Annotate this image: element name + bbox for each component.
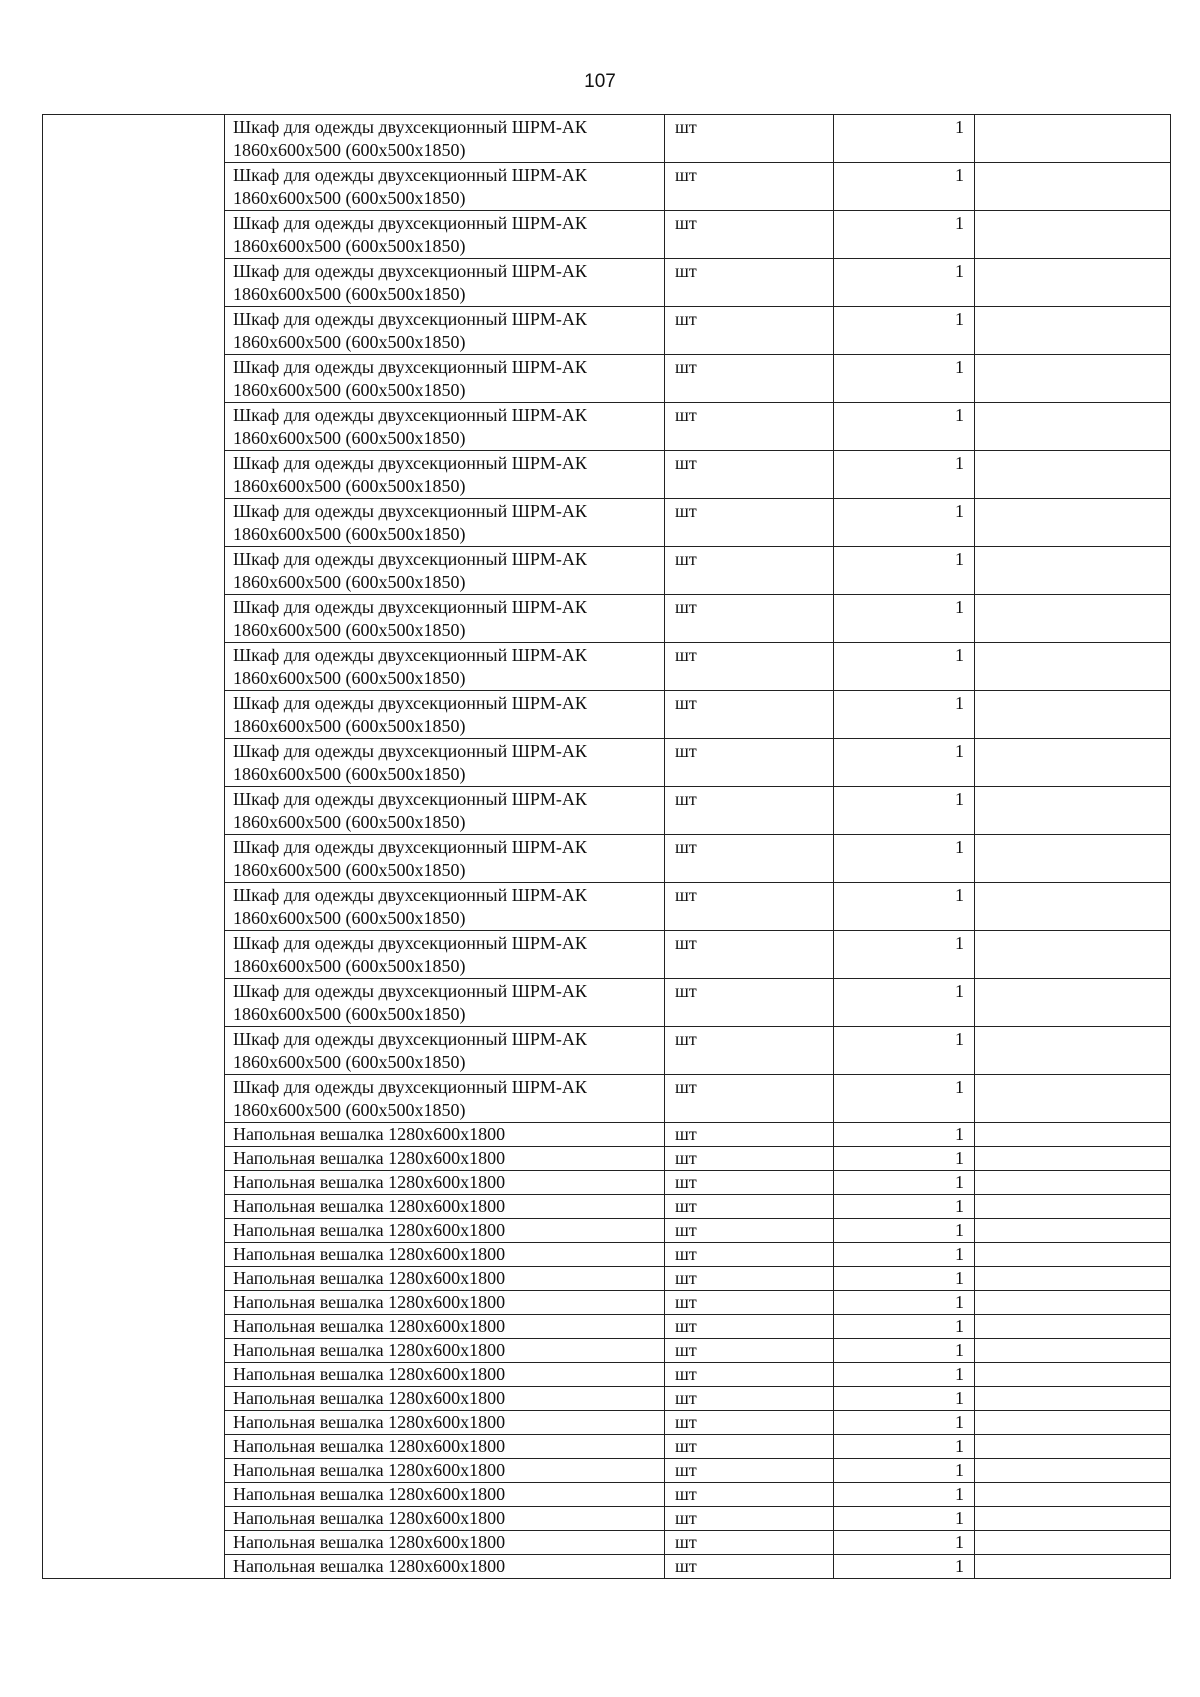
- unit-cell: шт: [665, 1459, 834, 1483]
- empty-cell: [975, 835, 1171, 883]
- empty-cell: [975, 451, 1171, 499]
- unit-cell: шт: [665, 1411, 834, 1435]
- item-name-line-2: 1860х600х500 (600х500х1850): [233, 188, 466, 208]
- quantity-cell: 1: [834, 691, 975, 739]
- item-name-line-1: Напольная вешалка 1280х600х1800: [233, 1268, 506, 1288]
- quantity-cell: 1: [834, 259, 975, 307]
- item-name-cell: [225, 307, 665, 355]
- item-name-line-1: Шкаф для одежды двухсекционный ШРМ-АК: [233, 597, 587, 617]
- empty-cell: [975, 403, 1171, 451]
- item-name-cell: [225, 115, 665, 163]
- item-name-cell: [225, 691, 665, 739]
- item-name-line-1: Шкаф для одежды двухсекционный ШРМ-АК: [233, 1077, 587, 1097]
- item-name-line-1: Напольная вешалка 1280х600х1800: [233, 1484, 506, 1504]
- quantity-cell: 1: [834, 1411, 975, 1435]
- item-name-line-2: 1860х600х500 (600х500х1850): [233, 1052, 466, 1072]
- quantity-cell: 1: [834, 931, 975, 979]
- quantity-cell: 1: [834, 307, 975, 355]
- item-name-cell: [225, 451, 665, 499]
- empty-cell: [975, 355, 1171, 403]
- unit-cell: шт: [665, 1387, 834, 1411]
- item-name-line-1: Шкаф для одежды двухсекционный ШРМ-АК: [233, 741, 587, 761]
- unit-cell: шт: [665, 931, 834, 979]
- item-name-line-1: Напольная вешалка 1280х600х1800: [233, 1244, 506, 1264]
- item-name-cell: [225, 211, 665, 259]
- item-name-line-2: 1860х600х500 (600х500х1850): [233, 572, 466, 592]
- quantity-cell: 1: [834, 787, 975, 835]
- item-name-cell: [225, 1555, 665, 1579]
- item-name-line-2: 1860х600х500 (600х500х1850): [233, 956, 466, 976]
- item-name-line-1: Напольная вешалка 1280х600х1800: [233, 1436, 506, 1456]
- item-name-cell: [225, 1291, 665, 1315]
- unit-cell: шт: [665, 1267, 834, 1291]
- empty-cell: [975, 643, 1171, 691]
- empty-cell: [975, 1219, 1171, 1243]
- unit-cell: шт: [665, 163, 834, 211]
- page-number: 107: [584, 71, 616, 92]
- unit-cell: шт: [665, 499, 834, 547]
- empty-cell: [975, 1555, 1171, 1579]
- unit-cell: шт: [665, 1123, 834, 1147]
- quantity-cell: 1: [834, 211, 975, 259]
- quantity-cell: 1: [834, 1507, 975, 1531]
- empty-cell: [975, 1315, 1171, 1339]
- item-name-line-1: Напольная вешалка 1280х600х1800: [233, 1124, 506, 1144]
- empty-cell: [975, 211, 1171, 259]
- item-name-line-1: Шкаф для одежды двухсекционный ШРМ-АК: [233, 213, 587, 233]
- unit-cell: шт: [665, 1219, 834, 1243]
- item-name-cell: [225, 1171, 665, 1195]
- unit-cell: шт: [665, 1291, 834, 1315]
- item-name-line-1: Шкаф для одежды двухсекционный ШРМ-АК: [233, 549, 587, 569]
- quantity-cell: 1: [834, 1123, 975, 1147]
- unit-cell: шт: [665, 1027, 834, 1075]
- empty-cell: [975, 1507, 1171, 1531]
- empty-cell: [975, 547, 1171, 595]
- unit-cell: шт: [665, 211, 834, 259]
- quantity-cell: 1: [834, 979, 975, 1027]
- item-name-cell: [225, 403, 665, 451]
- empty-cell: [975, 1267, 1171, 1291]
- quantity-cell: 1: [834, 1267, 975, 1291]
- empty-cell: [975, 1435, 1171, 1459]
- unit-cell: шт: [665, 1195, 834, 1219]
- item-name-cell: [225, 1531, 665, 1555]
- item-name-line-1: Напольная вешалка 1280х600х1800: [233, 1316, 506, 1336]
- item-name-cell: [225, 1075, 665, 1123]
- quantity-cell: 1: [834, 1339, 975, 1363]
- item-name-line-2: 1860х600х500 (600х500х1850): [233, 524, 466, 544]
- item-name-line-2: 1860х600х500 (600х500х1850): [233, 1004, 466, 1024]
- quantity-cell: 1: [834, 1171, 975, 1195]
- item-name-line-2: 1860х600х500 (600х500х1850): [233, 860, 466, 880]
- item-name-cell: [225, 1483, 665, 1507]
- item-name-line-1: Шкаф для одежды двухсекционный ШРМ-АК: [233, 789, 587, 809]
- unit-cell: шт: [665, 115, 834, 163]
- quantity-cell: 1: [834, 115, 975, 163]
- empty-cell: [975, 595, 1171, 643]
- item-name-line-1: Напольная вешалка 1280х600х1800: [233, 1460, 506, 1480]
- unit-cell: шт: [665, 1435, 834, 1459]
- item-name-cell: [225, 1195, 665, 1219]
- item-name-cell: [225, 1267, 665, 1291]
- item-name-cell: [225, 1435, 665, 1459]
- quantity-cell: 1: [834, 1195, 975, 1219]
- item-name-line-2: 1860х600х500 (600х500х1850): [233, 1100, 466, 1120]
- quantity-cell: 1: [834, 355, 975, 403]
- item-name-line-1: Напольная вешалка 1280х600х1800: [233, 1388, 506, 1408]
- item-name-line-1: Шкаф для одежды двухсекционный ШРМ-АК: [233, 405, 587, 425]
- quantity-cell: 1: [834, 403, 975, 451]
- empty-cell: [975, 979, 1171, 1027]
- unit-cell: шт: [665, 403, 834, 451]
- unit-cell: шт: [665, 1555, 834, 1579]
- item-name-cell: [225, 1315, 665, 1339]
- item-name-line-2: 1860х600х500 (600х500х1850): [233, 476, 466, 496]
- item-name-cell: [225, 1363, 665, 1387]
- empty-cell: [975, 691, 1171, 739]
- quantity-cell: 1: [834, 595, 975, 643]
- empty-cell: [975, 1291, 1171, 1315]
- item-name-line-2: 1860х600х500 (600х500х1850): [233, 764, 466, 784]
- inventory-table-body: [43, 115, 1171, 1579]
- empty-cell: [975, 931, 1171, 979]
- item-name-line-2: 1860х600х500 (600х500х1850): [233, 332, 466, 352]
- item-name-cell: [225, 1411, 665, 1435]
- item-name-cell: [225, 1123, 665, 1147]
- unit-cell: шт: [665, 691, 834, 739]
- item-name-line-1: Напольная вешалка 1280х600х1800: [233, 1340, 506, 1360]
- unit-cell: шт: [665, 1147, 834, 1171]
- item-name-cell: [225, 355, 665, 403]
- empty-cell: [975, 499, 1171, 547]
- item-name-cell: [225, 259, 665, 307]
- item-name-line-1: Напольная вешалка 1280х600х1800: [233, 1196, 506, 1216]
- item-name-line-2: 1860х600х500 (600х500х1850): [233, 668, 466, 688]
- quantity-cell: 1: [834, 1483, 975, 1507]
- empty-cell: [975, 1531, 1171, 1555]
- quantity-cell: 1: [834, 499, 975, 547]
- item-name-line-2: 1860х600х500 (600х500х1850): [233, 908, 466, 928]
- item-name-cell: [225, 1147, 665, 1171]
- item-name-line-2: 1860х600х500 (600х500х1850): [233, 284, 466, 304]
- quantity-cell: 1: [834, 451, 975, 499]
- quantity-cell: 1: [834, 1243, 975, 1267]
- empty-cell: [975, 1243, 1171, 1267]
- empty-cell: [975, 1339, 1171, 1363]
- empty-cell: [975, 307, 1171, 355]
- item-name-cell: [225, 883, 665, 931]
- empty-cell: [975, 883, 1171, 931]
- item-name-cell: [225, 499, 665, 547]
- unit-cell: шт: [665, 1243, 834, 1267]
- empty-cell: [975, 1195, 1171, 1219]
- unit-cell: шт: [665, 883, 834, 931]
- empty-cell: [975, 787, 1171, 835]
- item-name-line-1: Шкаф для одежды двухсекционный ШРМ-АК: [233, 261, 587, 281]
- item-name-line-2: 1860х600х500 (600х500х1850): [233, 428, 466, 448]
- item-name-cell: [225, 643, 665, 691]
- left-merged-cell: [43, 115, 225, 1579]
- quantity-cell: 1: [834, 1363, 975, 1387]
- quantity-cell: 1: [834, 643, 975, 691]
- unit-cell: шт: [665, 1075, 834, 1123]
- quantity-cell: 1: [834, 1147, 975, 1171]
- empty-cell: [975, 1123, 1171, 1147]
- item-name-line-1: Шкаф для одежды двухсекционный ШРМ-АК: [233, 645, 587, 665]
- item-name-cell: [225, 1339, 665, 1363]
- unit-cell: шт: [665, 1363, 834, 1387]
- item-name-line-1: Шкаф для одежды двухсекционный ШРМ-АК: [233, 501, 587, 521]
- unit-cell: шт: [665, 1171, 834, 1195]
- empty-cell: [975, 1171, 1171, 1195]
- unit-cell: шт: [665, 259, 834, 307]
- item-name-cell: [225, 835, 665, 883]
- quantity-cell: 1: [834, 1291, 975, 1315]
- unit-cell: шт: [665, 1531, 834, 1555]
- item-name-cell: [225, 163, 665, 211]
- item-name-line-1: Напольная вешалка 1280х600х1800: [233, 1508, 506, 1528]
- item-name-line-1: Шкаф для одежды двухсекционный ШРМ-АК: [233, 357, 587, 377]
- unit-cell: шт: [665, 595, 834, 643]
- item-name-line-2: 1860х600х500 (600х500х1850): [233, 620, 466, 640]
- inventory-table: [42, 114, 1171, 1579]
- item-name-line-1: Напольная вешалка 1280х600х1800: [233, 1412, 506, 1432]
- item-name-line-2: 1860х600х500 (600х500х1850): [233, 716, 466, 736]
- item-name-line-1: Шкаф для одежды двухсекционный ШРМ-АК: [233, 165, 587, 185]
- item-name-line-1: Напольная вешалка 1280х600х1800: [233, 1220, 506, 1240]
- item-name-cell: [225, 1459, 665, 1483]
- item-name-cell: [225, 739, 665, 787]
- empty-cell: [975, 1411, 1171, 1435]
- quantity-cell: 1: [834, 1435, 975, 1459]
- quantity-cell: 1: [834, 547, 975, 595]
- item-name-line-1: Шкаф для одежды двухсекционный ШРМ-АК: [233, 117, 587, 137]
- quantity-cell: 1: [834, 163, 975, 211]
- unit-cell: шт: [665, 1339, 834, 1363]
- unit-cell: шт: [665, 451, 834, 499]
- item-name-cell: [225, 931, 665, 979]
- empty-cell: [975, 259, 1171, 307]
- item-name-cell: [225, 1219, 665, 1243]
- unit-cell: шт: [665, 787, 834, 835]
- item-name-line-1: Напольная вешалка 1280х600х1800: [233, 1292, 506, 1312]
- item-name-line-1: Напольная вешалка 1280х600х1800: [233, 1532, 506, 1552]
- item-name-line-1: Напольная вешалка 1280х600х1800: [233, 1364, 506, 1384]
- empty-cell: [975, 1483, 1171, 1507]
- unit-cell: шт: [665, 355, 834, 403]
- item-name-cell: [225, 787, 665, 835]
- empty-cell: [975, 163, 1171, 211]
- empty-cell: [975, 1459, 1171, 1483]
- quantity-cell: 1: [834, 1075, 975, 1123]
- quantity-cell: 1: [834, 739, 975, 787]
- item-name-line-1: Шкаф для одежды двухсекционный ШРМ-АК: [233, 837, 587, 857]
- quantity-cell: 1: [834, 835, 975, 883]
- item-name-line-1: Шкаф для одежды двухсекционный ШРМ-АК: [233, 309, 587, 329]
- quantity-cell: 1: [834, 1531, 975, 1555]
- item-name-line-1: Шкаф для одежды двухсекционный ШРМ-АК: [233, 933, 587, 953]
- unit-cell: шт: [665, 1315, 834, 1339]
- quantity-cell: 1: [834, 1219, 975, 1243]
- empty-cell: [975, 115, 1171, 163]
- item-name-line-2: 1860х600х500 (600х500х1850): [233, 140, 466, 160]
- item-name-cell: [225, 1243, 665, 1267]
- unit-cell: шт: [665, 307, 834, 355]
- quantity-cell: 1: [834, 1387, 975, 1411]
- unit-cell: шт: [665, 739, 834, 787]
- item-name-cell: [225, 547, 665, 595]
- unit-cell: шт: [665, 547, 834, 595]
- item-name-line-1: Напольная вешалка 1280х600х1800: [233, 1148, 506, 1168]
- item-name-cell: [225, 979, 665, 1027]
- item-name-line-2: 1860х600х500 (600х500х1850): [233, 236, 466, 256]
- item-name-cell: [225, 1507, 665, 1531]
- item-name-line-2: 1860х600х500 (600х500х1850): [233, 812, 466, 832]
- unit-cell: шт: [665, 835, 834, 883]
- empty-cell: [975, 1147, 1171, 1171]
- unit-cell: шт: [665, 1483, 834, 1507]
- item-name-cell: [225, 1387, 665, 1411]
- item-name-cell: [225, 1027, 665, 1075]
- item-name-cell: [225, 595, 665, 643]
- unit-cell: шт: [665, 979, 834, 1027]
- item-name-line-1: Шкаф для одежды двухсекционный ШРМ-АК: [233, 1029, 587, 1049]
- unit-cell: шт: [665, 1507, 834, 1531]
- item-name-line-2: 1860х600х500 (600х500х1850): [233, 380, 466, 400]
- empty-cell: [975, 1363, 1171, 1387]
- table-row: [43, 115, 1171, 163]
- item-name-line-1: Шкаф для одежды двухсекционный ШРМ-АК: [233, 885, 587, 905]
- empty-cell: [975, 1027, 1171, 1075]
- item-name-line-1: Шкаф для одежды двухсекционный ШРМ-АК: [233, 693, 587, 713]
- item-name-line-1: Напольная вешалка 1280х600х1800: [233, 1172, 506, 1192]
- quantity-cell: 1: [834, 1315, 975, 1339]
- quantity-cell: 1: [834, 1459, 975, 1483]
- empty-cell: [975, 1387, 1171, 1411]
- unit-cell: шт: [665, 643, 834, 691]
- item-name-line-1: Шкаф для одежды двухсекционный ШРМ-АК: [233, 453, 587, 473]
- empty-cell: [975, 1075, 1171, 1123]
- item-name-line-1: Напольная вешалка 1280х600х1800: [233, 1556, 506, 1576]
- quantity-cell: 1: [834, 1027, 975, 1075]
- item-name-line-1: Шкаф для одежды двухсекционный ШРМ-АК: [233, 981, 587, 1001]
- quantity-cell: 1: [834, 883, 975, 931]
- empty-cell: [975, 739, 1171, 787]
- quantity-cell: 1: [834, 1555, 975, 1579]
